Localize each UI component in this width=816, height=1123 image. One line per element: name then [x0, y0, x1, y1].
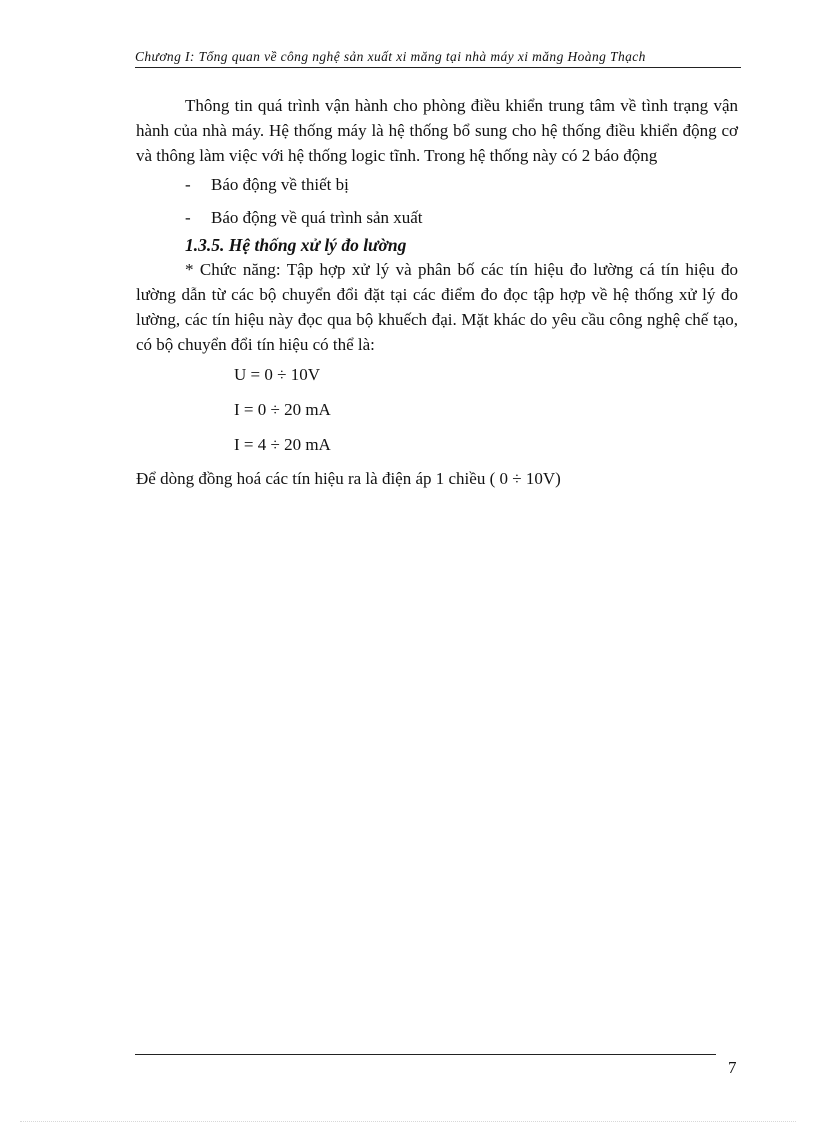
footer-divider	[135, 1054, 716, 1055]
bullet-text: Báo động về thiết bị	[211, 175, 349, 194]
page-body	[136, 93, 738, 495]
list-item	[136, 168, 738, 201]
formula-line: U = 0 ÷ 10V	[234, 365, 320, 384]
bullet-marker: -	[185, 208, 191, 227]
page-edge-divider	[20, 1121, 796, 1122]
bullet-text: Báo động về quá trình sản xuất	[211, 208, 423, 227]
page-number: 7	[728, 1058, 737, 1077]
paragraph-function: * Chức năng: Tập hợp xử lý và phân bố các tín hiệu đo lường cá tín hiệu đo lường dẫn từ các bộ chuyển đổi đặt tại các điểm đo đọc tập hợp về hệ thống xử lý đo lường, các tín hiệu này đọc qua bộ khuếch đại. Mặt khác do yêu cầu công nghệ chế tạo, có bộ chuyển đổi tín hiệu có thể là:	[136, 260, 738, 354]
formula-line: I = 4 ÷ 20 mA	[234, 435, 331, 454]
running-header: Chương I: Tổng quan về công nghệ sản xuất xi măng tại nhà máy xi măng Hoàng Thạch	[135, 49, 741, 68]
bullet-marker: -	[185, 175, 191, 194]
section-heading: 1.3.5. Hệ thống xử lý đo lường	[185, 235, 407, 255]
formula-line: I = 0 ÷ 20 mA	[234, 400, 331, 419]
paragraph-intro: Thông tin quá trình vận hành cho phòng điều khiển trung tâm về tình trạng vận hành của nhà máy. Hệ thống máy là hệ thống bổ sung cho hệ thống điều khiển động cơ và thông làm việc với hệ thống logic tĩnh. Trong hệ thống này có 2 báo động	[136, 96, 738, 165]
list-item	[136, 201, 738, 234]
paragraph-conclusion: Để dòng đồng hoá các tín hiệu ra là điện áp 1 chiều ( 0 ÷ 10V)	[136, 469, 561, 488]
